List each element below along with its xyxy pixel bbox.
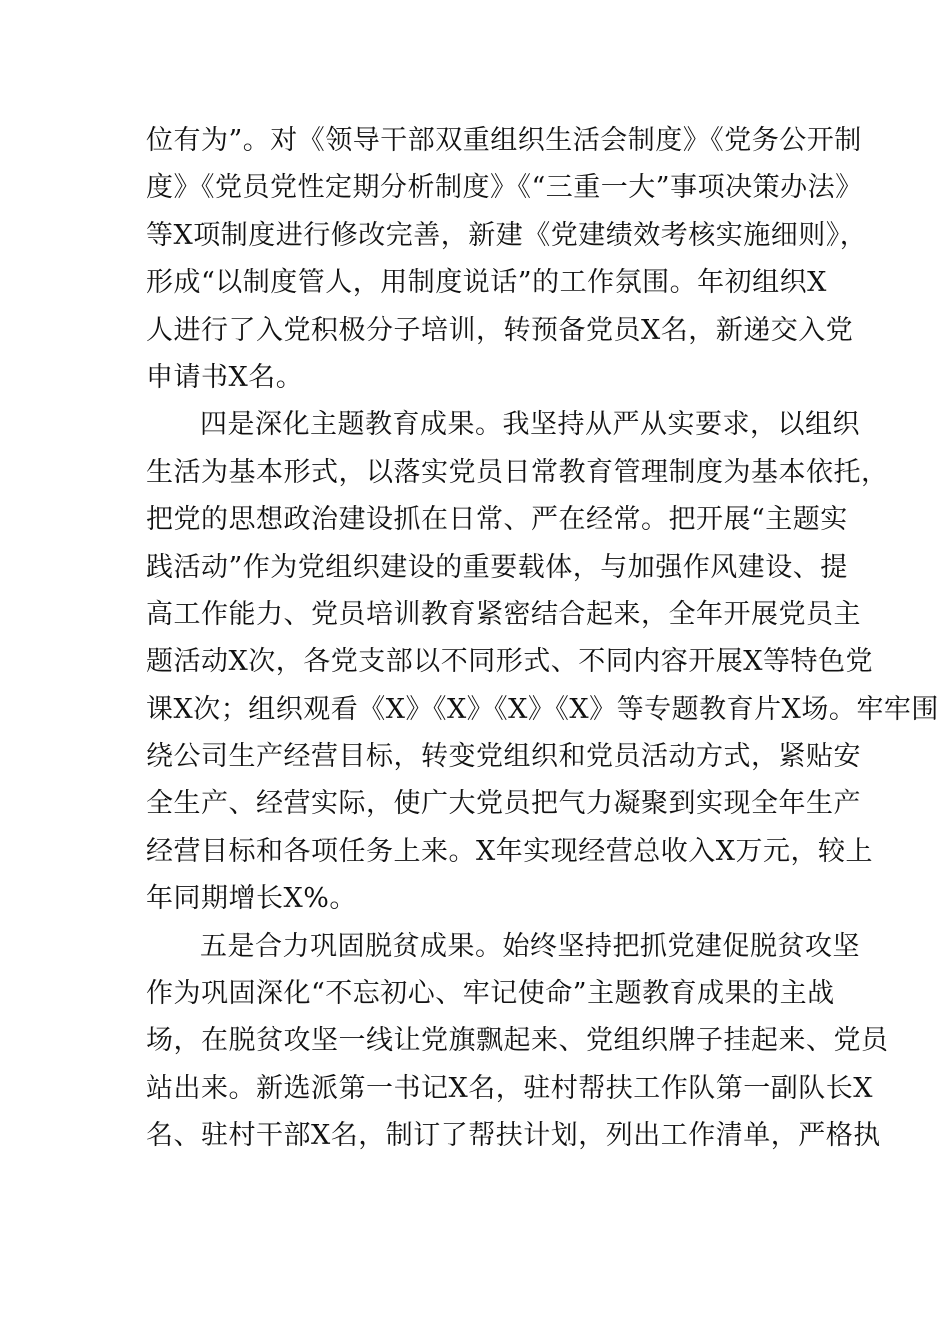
- document-body: [146, 117, 939, 1160]
- text-line: 等X项制度进行修改完善，新建《党建绩效考核实施细则》，: [146, 219, 868, 251]
- text-line: 全生产、经营实际，使广大党员把气力凝聚到实现全年生产: [146, 788, 861, 820]
- text-line: 生活为基本形式，以落实党员日常教育管理制度为基本依托，: [146, 456, 889, 488]
- paragraph-first-line: 四是深化主题教育成果。我坚持从严从实要求，以组织: [200, 409, 860, 441]
- text-line: 高工作能力、党员培训教育紧密结合起来，全年开展党员主: [146, 598, 861, 630]
- text-line: 形成“以制度管人，用制度说话”的工作氛围。年初组织X: [146, 267, 827, 299]
- text-line: 课X次；组织观看《X》《X》《X》《X》等专题教育片X场。牢牢围: [146, 693, 939, 725]
- text-line: 绕公司生产经营目标，转变党组织和党员活动方式，紧贴安: [146, 741, 861, 773]
- text-line: 名、驻村干部X名，制订了帮扶计划，列出工作清单，严格执: [146, 1120, 881, 1152]
- text-line: 年同期增长X%。: [146, 883, 357, 915]
- text-line: 经营目标和各项任务上来。X年实现经营总收入X万元，较上: [146, 835, 873, 867]
- text-line: 把党的思想政治建设抓在日常、严在经常。把开展“主题实: [146, 504, 848, 536]
- paragraph-first-line: 五是合力巩固脱贫成果。始终坚持把抓党建促脱贫攻坚: [200, 930, 860, 962]
- text-line: 作为巩固深化“不忘初心、牢记使命”主题教育成果的主战: [146, 978, 835, 1010]
- text-line: 题活动X次，各党支部以不同形式、不同内容开展X等特色党: [146, 646, 873, 678]
- text-line: 申请书X名。: [146, 361, 304, 393]
- text-line: 位有为”。对《领导干部双重组织生活会制度》《党务公开制: [146, 125, 862, 156]
- text-line: 度》《党员党性定期分析制度》《“三重一大”事项决策办法》: [146, 172, 863, 204]
- text-line: 践活动”作为党组织建设的重要载体，与加强作风建设、提: [146, 551, 848, 583]
- text-line: 场，在脱贫攻坚一线让党旗飘起来、党组织牌子挂起来、党员: [146, 1025, 889, 1057]
- text-line: 人进行了入党积极分子培训，转预备党员X名，新递交入党: [146, 314, 854, 346]
- text-line: 站出来。新选派第一书记X名，驻村帮扶工作队第一副队长X: [146, 1072, 873, 1104]
